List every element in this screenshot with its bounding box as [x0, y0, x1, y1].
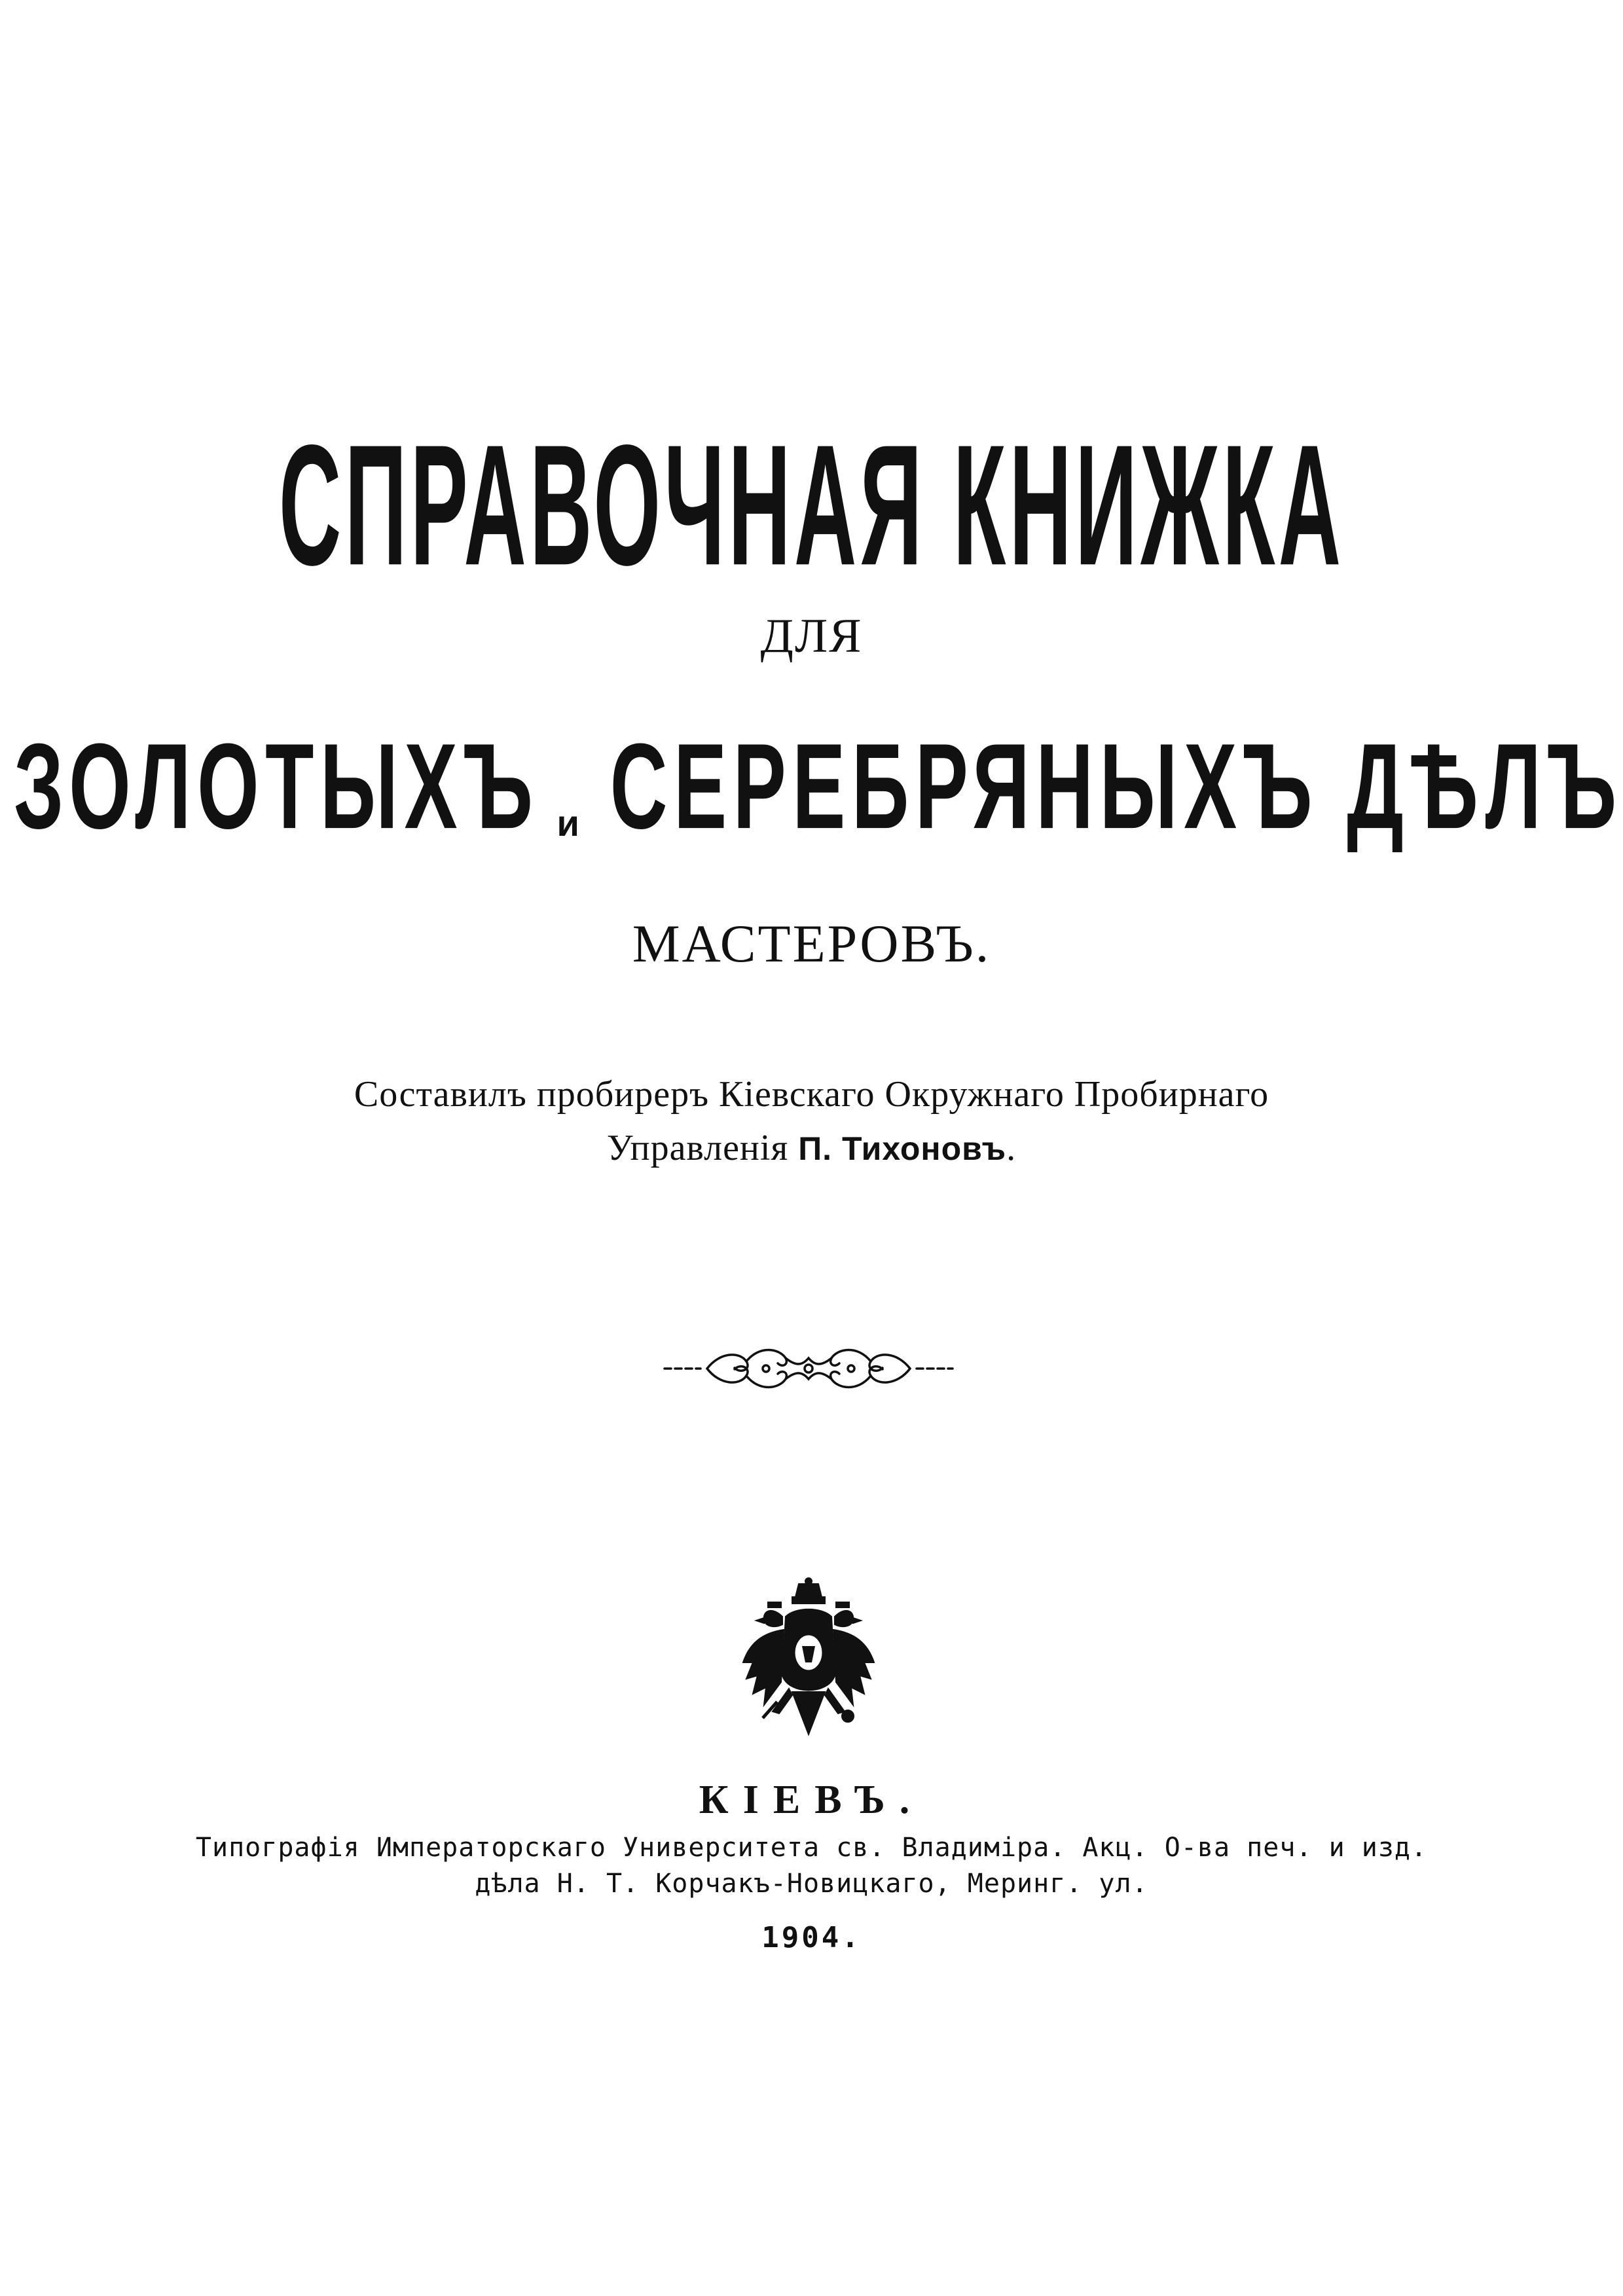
printer-line-1: Типографія Императорскаго Университета св. Владиміра. Акц. О-ва печ. и изд.: [195, 1833, 1428, 1863]
publication-city: КІЕВЪ.: [699, 1778, 924, 1822]
author-period: .: [1006, 1128, 1017, 1168]
title-line-3: [0, 719, 1623, 857]
title-gold-text: ЗОЛОТЫХЪ: [14, 719, 539, 855]
title-line-4: МАСТЕРОВЪ.: [632, 914, 991, 973]
compiler-prefix: Управленія: [606, 1128, 789, 1168]
title-line-2: ДЛЯ: [760, 609, 863, 663]
title-line-1: [0, 408, 1623, 601]
publication-year: 1904.: [761, 1921, 862, 1954]
printer-line-2: дѣла Н. Т. Корчакъ-Новицкаго, Меринг. ул.: [475, 1869, 1148, 1899]
compiler-line-1: Составилъ пробиреръ Кіевскаго Окружнаго Пробирнаго: [354, 1074, 1269, 1115]
double-headed-eagle-icon: [737, 1577, 881, 1754]
title-silver-text: СЕРЕБРЯНЫХЪ ДѢЛЪ: [610, 719, 1623, 855]
compiler-line-2: [0, 1127, 1623, 1169]
scroll-ornament-icon: [661, 1332, 956, 1404]
title-main-text: СПРАВОЧНАЯ КНИЖКА: [278, 408, 1345, 601]
author-name: П. Тихоновъ: [798, 1130, 1007, 1167]
title-conjunction: и: [556, 802, 579, 844]
